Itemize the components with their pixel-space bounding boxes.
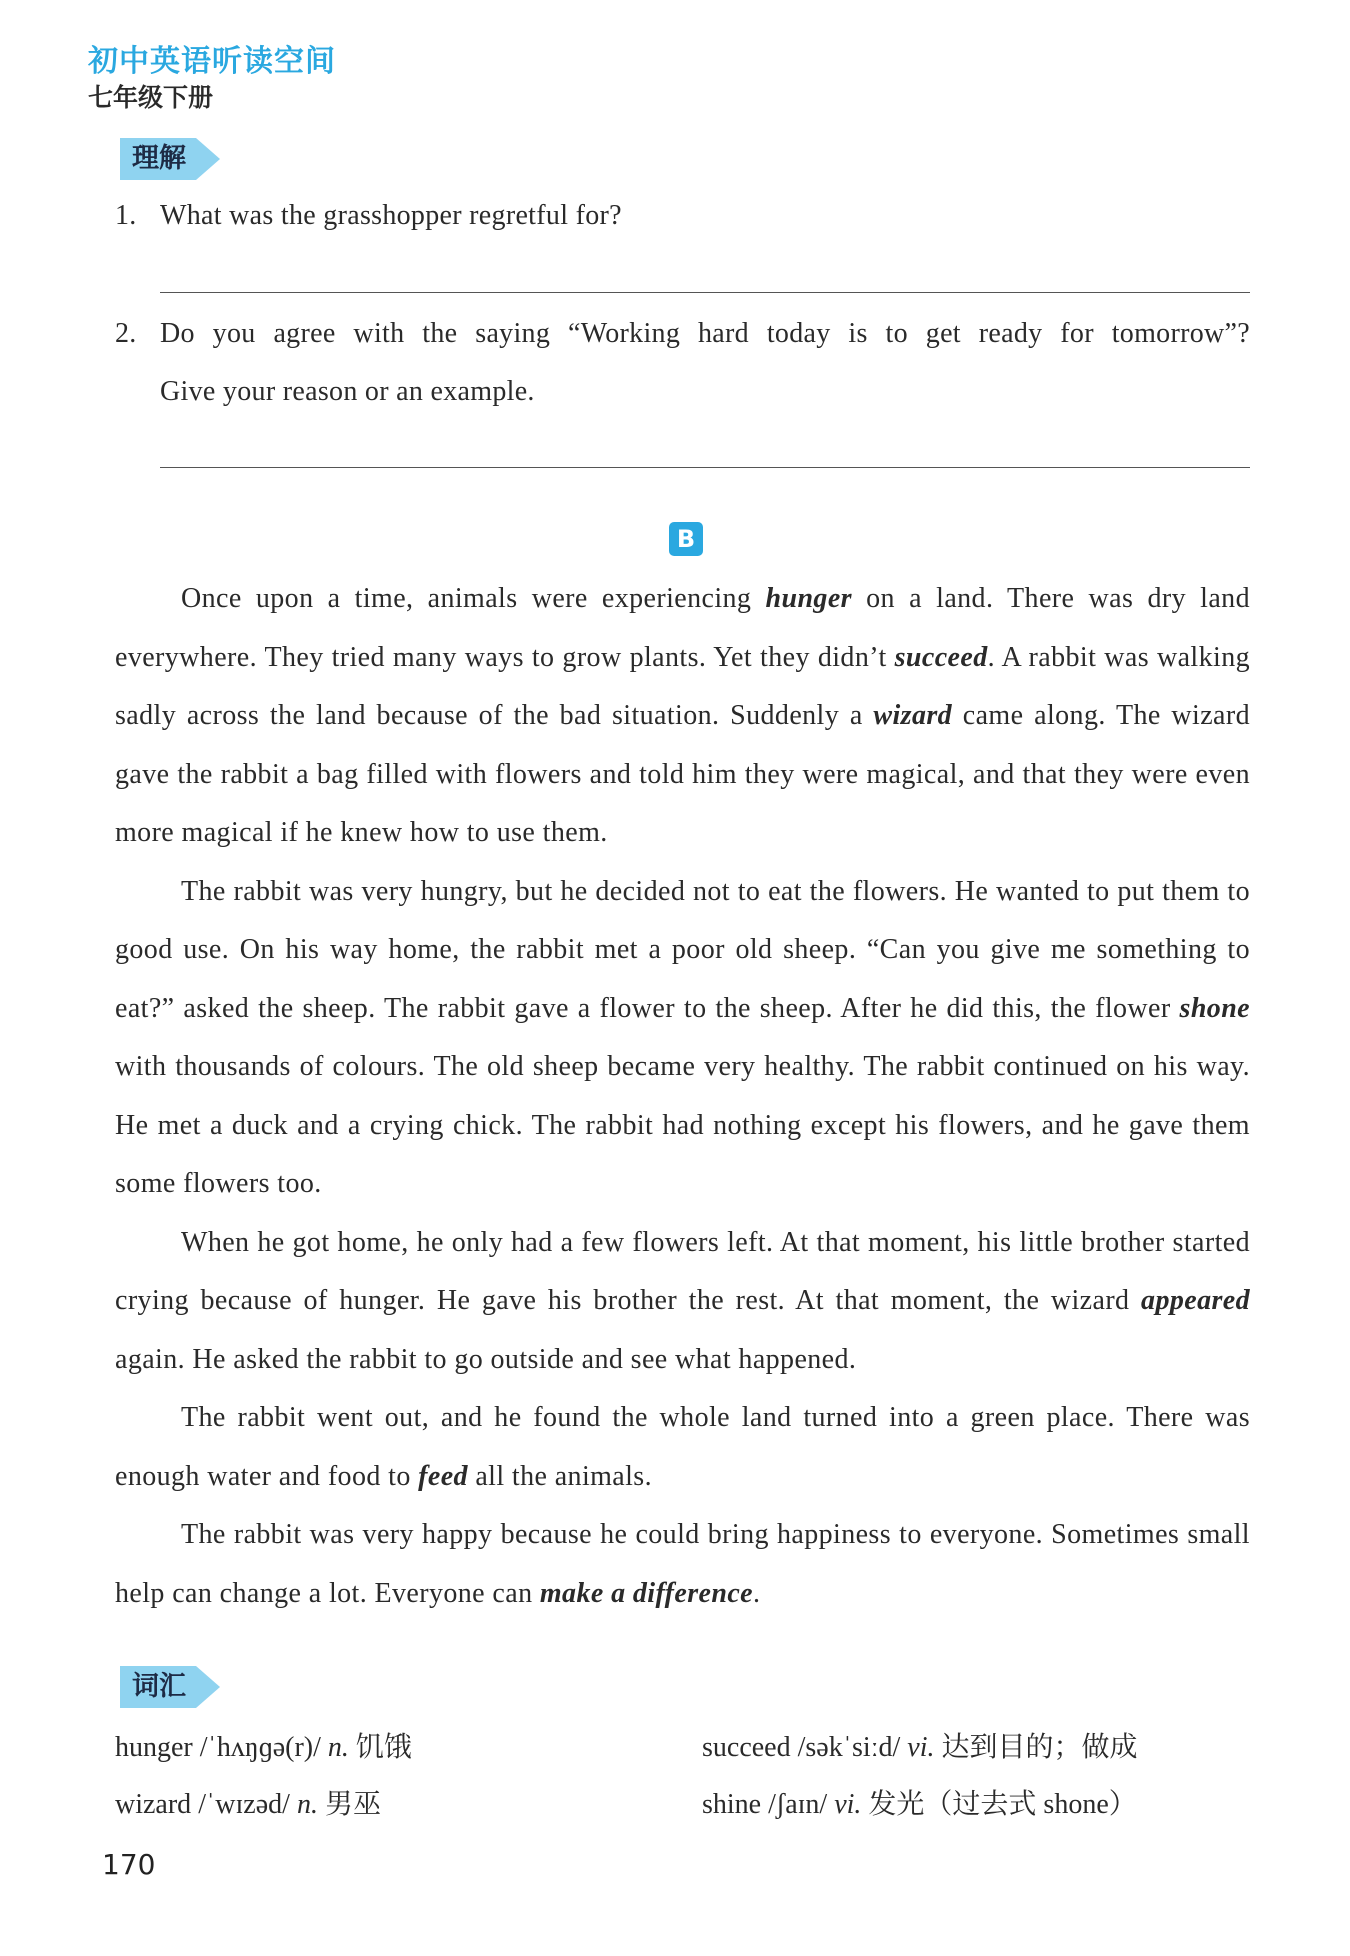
page-number: 170	[102, 1848, 156, 1881]
vocab-meaning: 发光（过去式 shone）	[868, 1789, 1137, 1820]
vocab-pos: n.	[296, 1789, 318, 1820]
passage-text: .	[752, 1577, 761, 1609]
keyword: feed	[418, 1460, 468, 1492]
book-series-title: 初中英语听读空间	[88, 44, 336, 79]
keyword: shone	[1179, 992, 1250, 1024]
comprehension-section-tag	[120, 138, 220, 180]
passage-paragraph	[115, 570, 1250, 863]
vocab-phonetic: /ʃaɪn/	[768, 1789, 828, 1820]
comprehension-tag-label: 理解	[120, 138, 196, 180]
answer-line-2[interactable]	[160, 467, 1250, 468]
keyword: succeed	[894, 641, 988, 673]
vocab-entry-shine	[702, 1785, 1137, 1825]
vocab-phonetic: /ˈwɪzəd/	[198, 1789, 290, 1820]
question-text: What was the grasshopper regretful for?	[160, 200, 622, 231]
reading-passage	[115, 570, 1250, 1623]
vocab-word: shine	[702, 1789, 762, 1820]
vocab-entry-hunger	[115, 1728, 412, 1768]
section-b-badge: B	[669, 522, 703, 556]
vocab-phonetic: /ˈhʌŋɡə(r)/	[199, 1732, 321, 1763]
passage-text: on a land. There was dry land everywhere. They tried many ways to grow plants. Yet they didn’t	[115, 583, 1250, 673]
passage-text: The rabbit was very hungry, but he decided not to eat the flowers. He wanted to put them to good use. On his way home, the rabbit met a poor old sheep. “Can you give me something to eat?” asked the sheep. The rabbit gave a flower to the sheep. After he did this, the flower	[115, 875, 1250, 1024]
passage-paragraph	[115, 1389, 1250, 1506]
tag-arrow-icon	[196, 1666, 220, 1708]
answer-line-1[interactable]	[160, 292, 1250, 293]
tag-arrow-icon	[196, 138, 220, 180]
passage-text: The rabbit was very happy because he could bring happiness to everyone. Sometimes small help can change a lot. Everyone can	[115, 1519, 1250, 1609]
vocab-pos: vi.	[834, 1789, 862, 1820]
question-2	[115, 305, 1250, 421]
passage-paragraph	[115, 863, 1250, 1214]
question-1	[115, 187, 1250, 245]
book-volume-subtitle: 七年级下册	[88, 83, 214, 112]
passage-text: came along. The wizard gave the rabbit a bag filled with flowers and told him they were magical, and that they were even more magical if he knew how to use them.	[115, 700, 1250, 848]
vocabulary-tag-label: 词汇	[120, 1666, 196, 1708]
vocab-word: succeed	[702, 1732, 791, 1763]
passage-text: Once upon a time, animals were experiencing	[181, 583, 766, 614]
passage-text: The rabbit went out, and he found the whole land turned into a green place. There was enough water and food to	[115, 1402, 1250, 1492]
vocab-pos: n.	[327, 1732, 349, 1763]
vocab-word: hunger	[115, 1732, 193, 1763]
passage-text: When he got home, he only had a few flowers left. At that moment, his little brother started crying because of hunger. He gave his brother the rest. At that moment, the wizard	[115, 1226, 1250, 1316]
vocab-entry-wizard	[115, 1785, 381, 1825]
vocabulary-section-tag	[120, 1666, 220, 1708]
vocab-pos: vi.	[907, 1732, 935, 1763]
passage-paragraph	[115, 1506, 1250, 1623]
question-number: 1.	[115, 200, 137, 231]
passage-paragraph	[115, 1214, 1250, 1390]
vocab-meaning: 饥饿	[355, 1732, 412, 1763]
passage-text: again. He asked the rabbit to go outside and see what happened.	[115, 1343, 857, 1375]
question-text-line-2: Give your reason or an example.	[160, 376, 535, 407]
question-number: 2.	[115, 318, 137, 349]
keyword: hunger	[765, 583, 852, 614]
vocab-phonetic: /səkˈsiːd/	[797, 1732, 901, 1763]
vocab-entry-succeed	[702, 1728, 1138, 1768]
vocab-word: wizard	[115, 1789, 192, 1820]
passage-text: . A rabbit was walking sadly across the land because of the bad situation. Suddenly a	[115, 641, 1250, 731]
vocab-meaning: 达到目的；做成	[941, 1732, 1138, 1763]
keyword: wizard	[873, 700, 953, 731]
keyword: make a difference	[539, 1577, 753, 1609]
vocab-meaning: 男巫	[324, 1789, 381, 1820]
passage-text: all the animals.	[467, 1460, 653, 1492]
keyword: appeared	[1141, 1285, 1250, 1316]
passage-text: with thousands of colours. The old sheep became very healthy. The rabbit continued on his way. He met a duck and a crying chick. The rabbit had nothing except his flowers, and he gave them some flowers too.	[115, 1051, 1250, 1199]
question-text-line-1: Do you agree with the saying “Working hard today is to get ready for tomorrow”?	[160, 318, 1250, 349]
